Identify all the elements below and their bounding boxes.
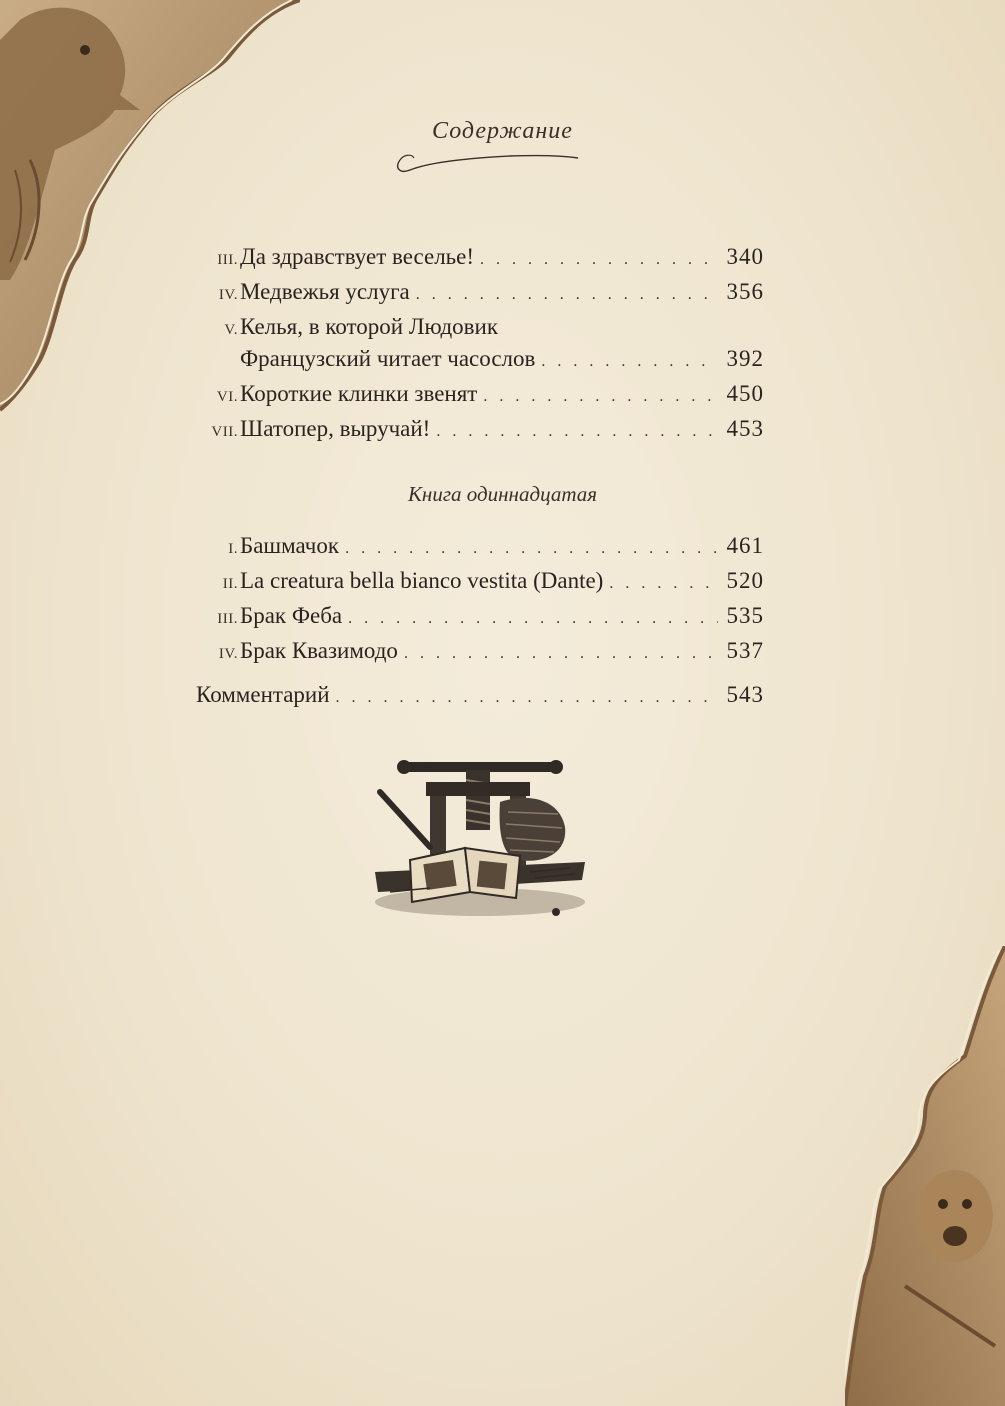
leader-dots [436, 415, 718, 449]
gargoyle-face-illustration [845, 946, 1005, 1406]
chapter-title: Да здравствует веселье! [240, 244, 475, 269]
book-heading: Книга одиннадцатая [407, 482, 598, 506]
chapter-number: VI. [216, 389, 238, 405]
chapter-number: V. [224, 322, 238, 338]
chapter-title: La creatura bella bianco vestita (Dante) [240, 568, 604, 593]
chapter-title: Короткие клинки звенят [240, 381, 478, 406]
leader-dots [541, 345, 718, 379]
leader-dots [480, 243, 718, 277]
page-number: 461 [726, 533, 764, 558]
chapter-number: IV. [218, 646, 238, 662]
toc-entry[interactable] [180, 634, 764, 668]
toc-entry-commentary[interactable] [196, 678, 764, 712]
leader-dots [348, 602, 718, 636]
page-number: 535 [726, 603, 764, 628]
title-flourish-icon [390, 146, 580, 176]
chapter-number: II. [222, 576, 238, 592]
toc-entry-continued[interactable] [180, 342, 764, 376]
toc-entry[interactable] [180, 599, 764, 633]
page-number: 453 [726, 416, 764, 441]
chapter-title: Келья, в которой Людовик [240, 314, 498, 339]
toc-entry[interactable] [180, 275, 764, 309]
page-title: Содержание [432, 118, 573, 144]
page-number: 392 [726, 346, 764, 371]
leader-dots [345, 532, 718, 566]
chapter-title-line2: Французский читает часослов [240, 346, 536, 371]
toc-entry[interactable] [180, 564, 764, 598]
page-number: 520 [726, 568, 764, 593]
leader-dots [483, 380, 718, 414]
commentary-title: Комментарий [196, 682, 330, 707]
chapter-title: Брак Квазимодо [240, 638, 398, 663]
leader-dots [609, 567, 718, 601]
leader-dots [336, 681, 718, 715]
chapter-title: Шатопер, выручай! [240, 416, 431, 441]
toc-entry[interactable] [180, 240, 764, 274]
leader-dots [416, 278, 718, 312]
chapter-number: III. [217, 252, 238, 268]
page-number: 537 [726, 638, 764, 663]
leader-dots [404, 637, 718, 671]
chapter-title: Брак Феба [240, 603, 343, 628]
toc-entry[interactable] [180, 412, 764, 446]
toc-entry[interactable] [180, 310, 764, 344]
page-number: 340 [726, 244, 764, 269]
page-number: 356 [726, 279, 764, 304]
chapter-number: VII. [211, 424, 238, 440]
chapter-number: IV. [218, 287, 238, 303]
chapter-number: III. [217, 611, 238, 627]
toc-entry[interactable] [180, 529, 764, 563]
printing-press-illustration [370, 752, 588, 930]
page-number: 543 [726, 682, 764, 707]
toc-entry[interactable] [180, 377, 764, 411]
chapter-title: Башмачок [240, 533, 340, 558]
page-number: 450 [726, 381, 764, 406]
chapter-title: Медвежья услуга [240, 279, 410, 304]
chapter-number: I. [228, 541, 238, 557]
